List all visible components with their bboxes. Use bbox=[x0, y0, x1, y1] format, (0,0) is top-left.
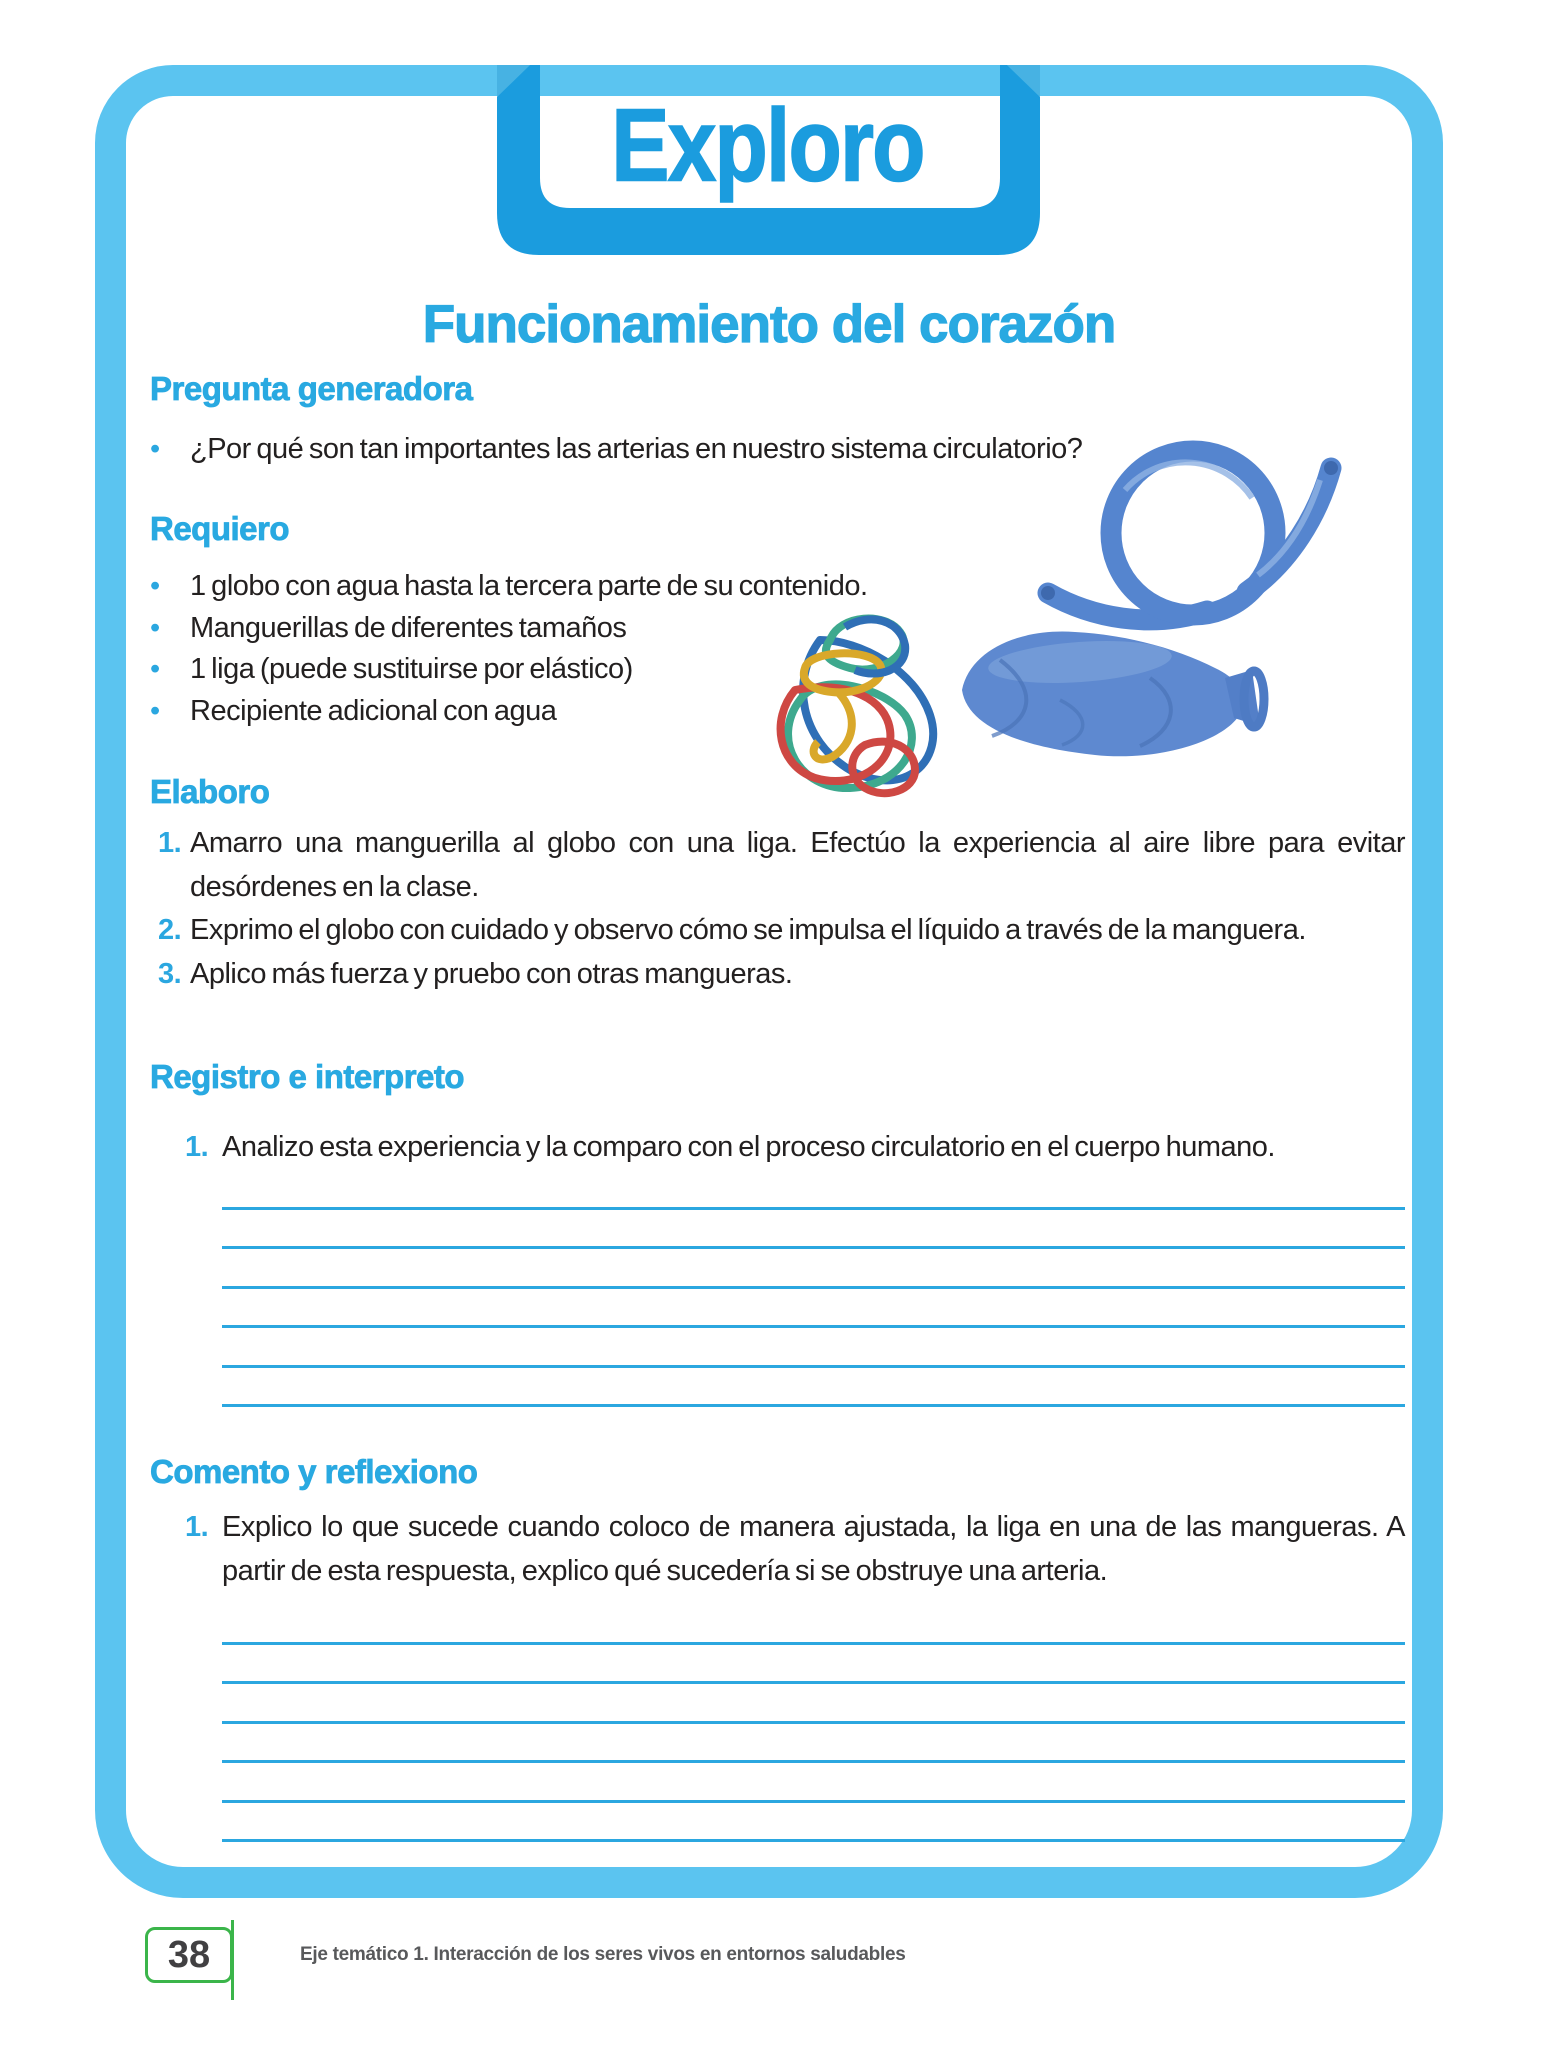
step-item bbox=[185, 1126, 1405, 1170]
ruled-line bbox=[222, 1249, 1405, 1289]
footer-section-title: Eje temático 1. Interacción de los seres vivos en entornos saludables bbox=[300, 1944, 906, 1965]
step-number: 1. bbox=[185, 1131, 209, 1163]
footer-divider bbox=[231, 1920, 234, 2000]
step-text: Aplico más fuerza y pruebo con otras mangueras. bbox=[190, 957, 793, 990]
step-number: 2. bbox=[158, 914, 182, 946]
page-number-box bbox=[145, 1927, 233, 1983]
page-number: 38 bbox=[167, 1933, 211, 1976]
ruled-line bbox=[222, 1724, 1405, 1764]
heading-requiero: Requiero bbox=[150, 510, 290, 547]
ruled-line bbox=[222, 1170, 1405, 1210]
ruled-line bbox=[222, 1289, 1405, 1329]
bullet-icon: • bbox=[150, 694, 160, 727]
bullet-icon: • bbox=[150, 611, 160, 644]
bullet-icon: • bbox=[150, 653, 160, 685]
ruled-line bbox=[222, 1210, 1405, 1250]
ruled-line bbox=[222, 1684, 1405, 1724]
analysis-prompt bbox=[185, 1126, 1405, 1170]
step-item bbox=[158, 822, 1405, 909]
step-text: Explico lo que sucede cuando coloco de manera ajustada, la liga en una de las mangueras. A partir de esta respuesta, explico qué sucedería si se obstruye una arteria. bbox=[222, 1511, 1405, 1587]
step-item bbox=[185, 1506, 1405, 1593]
answer-lines-registro bbox=[222, 1170, 1405, 1407]
ruled-line bbox=[222, 1645, 1405, 1685]
question-text: ¿Por qué son tan importantes las arterias en nuestro sistema circulatorio? bbox=[190, 433, 1083, 465]
step-item bbox=[158, 909, 1405, 953]
material-text: 1 globo con agua hasta la tercera parte de su contenido. bbox=[190, 570, 868, 602]
bullet-icon: • bbox=[150, 570, 160, 602]
activity-title: Funcionamiento del corazón bbox=[422, 295, 1116, 354]
step-text: Exprimo el globo con cuidado y observo cómo se impulsa el líquido a través de la manguera. bbox=[190, 914, 1306, 946]
step-number: 1. bbox=[185, 1511, 209, 1543]
tab-title: Exploro bbox=[611, 87, 924, 203]
step-text: Amarro una manguerilla al globo con una liga. Efectúo la experiencia al aire libre para evitar desórdenes en la clase. bbox=[190, 827, 1405, 903]
procedure-steps bbox=[158, 822, 1405, 996]
heading-pregunta-generadora: Pregunta generadora bbox=[150, 370, 473, 407]
ruled-line bbox=[222, 1763, 1405, 1803]
ruled-line bbox=[222, 1368, 1405, 1408]
heading-comento-y-reflexiono: Comento y reflexiono bbox=[150, 1453, 478, 1490]
step-number: 3. bbox=[158, 957, 182, 990]
ruled-line bbox=[222, 1328, 1405, 1368]
step-number: 1. bbox=[158, 827, 182, 859]
rubber-bands-image bbox=[781, 619, 934, 794]
heading-registro-e-interpreto: Registro e interpreto bbox=[150, 1058, 465, 1095]
material-text: Manguerillas de diferentes tamaños bbox=[190, 611, 627, 644]
material-text: 1 liga (puede sustituirse por elástico) bbox=[190, 653, 633, 685]
step-text: Analizo esta experiencia y la comparo con el proceso circulatorio en el cuerpo humano. bbox=[222, 1131, 1275, 1163]
blue-balloon-image bbox=[962, 632, 1264, 757]
step-item bbox=[158, 953, 1405, 997]
blue-tube-image bbox=[1041, 451, 1338, 620]
reflection-prompt bbox=[185, 1506, 1405, 1593]
materials-photo bbox=[770, 420, 1360, 810]
bullet-icon: • bbox=[150, 433, 160, 465]
material-text: Recipiente adicional con agua bbox=[190, 694, 557, 727]
ruled-line bbox=[222, 1605, 1405, 1645]
heading-elaboro: Elaboro bbox=[150, 773, 270, 810]
ruled-line bbox=[222, 1803, 1405, 1843]
answer-lines-comento bbox=[222, 1605, 1405, 1842]
